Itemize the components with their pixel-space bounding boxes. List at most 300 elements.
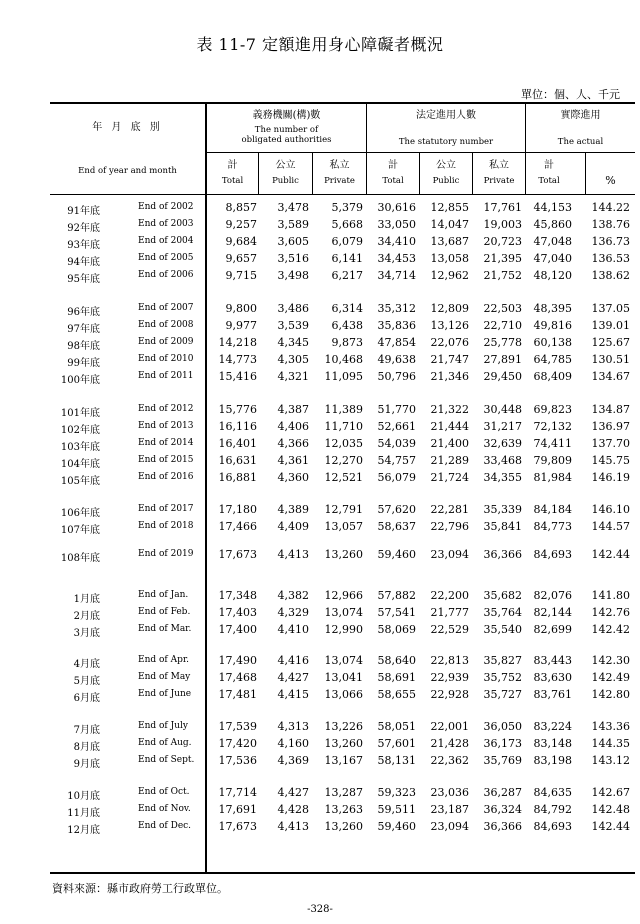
table-cell: 32,639 — [483, 436, 522, 450]
row-label-zh: 104年底 — [60, 458, 100, 470]
table-row — [50, 820, 635, 836]
row-label-en: End of Nov. — [138, 803, 191, 814]
table-cell: 14,218 — [218, 335, 257, 349]
table-cell: 146.19 — [591, 470, 630, 484]
table-cell: 13,057 — [324, 519, 363, 533]
table-cell: 52,661 — [377, 419, 416, 433]
table-cell: 23,094 — [430, 548, 469, 561]
table-row — [50, 737, 635, 753]
col-divider — [472, 152, 473, 194]
row-label-en: End of 2018 — [138, 520, 194, 531]
group3-header-zh: 實際進用 — [560, 110, 601, 121]
table-cell: 6,141 — [331, 251, 363, 265]
table-cell: 12,962 — [430, 268, 469, 282]
table-cell: 4,382 — [277, 589, 309, 602]
group1-header-en: obligated authorities — [241, 135, 332, 145]
row-label-zh: 101年底 — [60, 408, 100, 419]
table-cell: 3,498 — [277, 268, 309, 282]
table-cell: 29,450 — [483, 369, 522, 383]
table-cell: 81,984 — [533, 470, 572, 484]
table-cell: 58,069 — [377, 622, 416, 636]
table-cell: 142.30 — [591, 654, 630, 667]
table-cell: 17,481 — [218, 687, 257, 701]
table-cell: 142.42 — [591, 622, 630, 636]
row-label-zh: 94年底 — [67, 256, 100, 268]
table-row — [50, 623, 635, 639]
table-cell: 22,076 — [430, 335, 469, 349]
row-label-en: End of 2011 — [138, 370, 194, 381]
table-cell: 35,769 — [483, 753, 522, 767]
table-row — [50, 269, 635, 285]
table-cell: 21,322 — [430, 403, 469, 416]
row-label-zh: 6月底 — [73, 692, 100, 704]
row-label-zh: 108年底 — [60, 553, 100, 564]
table-cell: 17,420 — [218, 736, 257, 750]
table-cell: 22,503 — [483, 302, 522, 315]
table-row — [50, 420, 635, 436]
table-cell: 12,521 — [324, 470, 363, 484]
table-cell: 59,460 — [377, 819, 416, 833]
table-cell: 83,224 — [533, 720, 572, 733]
table-cell: 21,428 — [430, 736, 469, 750]
table-row — [50, 336, 635, 352]
group2-header-zh: 法定進用人數 — [416, 110, 476, 121]
row-label-en: End of Sept. — [138, 754, 195, 765]
table-row — [50, 503, 635, 519]
table-cell: 4,345 — [277, 335, 309, 349]
table-cell: 47,040 — [533, 251, 572, 265]
table-cell: 13,167 — [324, 753, 363, 767]
table-cell: 84,635 — [533, 786, 572, 799]
page-title: 表 11-7 定額進用身心障礙者概況 — [196, 35, 444, 54]
table-cell: 5,668 — [331, 217, 363, 231]
table-row — [50, 370, 635, 386]
table-row — [50, 471, 635, 487]
table-cell: 4,329 — [277, 605, 309, 619]
table-cell: 22,362 — [430, 753, 469, 767]
col-divider — [258, 152, 259, 194]
table-cell: 12,855 — [430, 201, 469, 214]
table-cell: 6,217 — [331, 268, 363, 282]
table-cell: 143.12 — [591, 753, 630, 767]
table-cell: 143.36 — [591, 720, 630, 733]
table-cell: 22,939 — [430, 670, 469, 684]
table-cell: 35,836 — [377, 318, 416, 332]
table-cell: 64,785 — [533, 352, 572, 366]
table-cell: 36,324 — [483, 802, 522, 816]
bottom-rule — [50, 872, 635, 874]
row-label-en: End of 2017 — [138, 504, 194, 514]
table-cell: 54,039 — [377, 436, 416, 450]
table-cell: 17,403 — [218, 605, 257, 619]
row-label-en: End of Feb. — [138, 606, 191, 617]
table-cell: 145.75 — [591, 453, 630, 467]
table-cell: 17,691 — [218, 802, 257, 816]
table-cell: 4,406 — [277, 419, 309, 433]
table-row — [50, 235, 635, 251]
table-cell: 57,601 — [377, 736, 416, 750]
table-cell: 13,074 — [324, 654, 363, 667]
table-cell: 68,409 — [533, 369, 572, 383]
table-cell: 9,715 — [225, 268, 257, 282]
table-cell: 13,263 — [324, 802, 363, 816]
table-cell: 138.62 — [591, 268, 630, 282]
row-label-en: End of 2002 — [138, 202, 194, 212]
table-cell: 57,541 — [377, 605, 416, 619]
table-cell: 6,079 — [331, 234, 363, 248]
table-cell: 79,809 — [533, 453, 572, 467]
table-cell: 6,314 — [331, 302, 363, 315]
row-label-zh: 105年底 — [60, 475, 100, 487]
table-cell: 59,323 — [377, 786, 416, 799]
table-cell: 59,511 — [377, 802, 416, 816]
table-cell: 44,153 — [533, 201, 572, 214]
table-cell: 35,827 — [483, 654, 522, 667]
row-label-zh: 91年底 — [67, 206, 100, 217]
table-cell: 17,539 — [218, 720, 257, 733]
table-cell: 34,714 — [377, 268, 416, 282]
table-cell: 130.51 — [591, 352, 630, 366]
table-cell: 82,144 — [533, 605, 572, 619]
table-cell: 23,187 — [430, 802, 469, 816]
source-note: 資料來源：縣市政府勞工行政單位。 — [52, 882, 228, 895]
table-cell: 4,427 — [277, 786, 309, 799]
row-label-zh: 97年底 — [67, 323, 100, 335]
table-cell: 58,655 — [377, 687, 416, 701]
table-cell: 15,776 — [218, 403, 257, 416]
col-public-en: Public — [432, 176, 460, 186]
table-cell: 3,516 — [277, 251, 309, 265]
table-cell: 4,413 — [277, 819, 309, 833]
table-cell: 30,616 — [377, 201, 416, 214]
row-label-en: End of 2007 — [138, 303, 194, 313]
table-cell: 141.80 — [591, 589, 630, 602]
table-row — [50, 252, 635, 268]
table-cell: 48,395 — [533, 302, 572, 315]
table-cell: 13,687 — [430, 234, 469, 248]
col-public-zh: 公立 — [275, 160, 296, 171]
row-label-zh: 2月底 — [73, 610, 100, 622]
table-cell: 9,977 — [225, 318, 257, 332]
table-cell: 84,184 — [533, 503, 572, 516]
table-cell: 17,348 — [218, 589, 257, 602]
table-cell: 12,035 — [324, 436, 363, 450]
unit-label: 單位：個、人、千元 — [521, 88, 620, 101]
table-cell: 49,638 — [377, 352, 416, 366]
table-cell: 33,468 — [483, 453, 522, 467]
table-cell: 12,270 — [324, 453, 363, 467]
table-cell: 142.44 — [591, 548, 630, 561]
table-cell: 49,816 — [533, 318, 572, 332]
col-total-zh: 計 — [544, 160, 554, 171]
table-cell: 15,416 — [218, 369, 257, 383]
table-cell: 144.22 — [591, 201, 630, 214]
table-cell: 9,657 — [225, 251, 257, 265]
table-cell: 4,427 — [277, 670, 309, 684]
table-cell: 13,260 — [324, 736, 363, 750]
row-label-en: End of Apr. — [138, 655, 190, 665]
table-cell: 35,339 — [483, 503, 522, 516]
table-row — [50, 520, 635, 536]
table-cell: 4,415 — [277, 687, 309, 701]
table-cell: 34,410 — [377, 234, 416, 248]
table-cell: 146.10 — [591, 503, 630, 516]
table-row — [50, 437, 635, 453]
table-cell: 22,796 — [430, 519, 469, 533]
stub-header-en: End of year and month — [78, 166, 177, 176]
table-cell: 17,180 — [218, 503, 257, 516]
table-cell: 57,882 — [377, 589, 416, 602]
table-cell: 3,605 — [277, 234, 309, 248]
table-cell: 125.67 — [591, 335, 630, 349]
group1-header-zh: 義務機關(構)數 — [252, 110, 321, 121]
table-cell: 69,823 — [533, 403, 572, 416]
col-pct: % — [605, 174, 616, 187]
table-cell: 142.44 — [591, 819, 630, 833]
table-cell: 58,051 — [377, 720, 416, 733]
table-cell: 21,777 — [430, 605, 469, 619]
row-label-zh: 7月底 — [73, 725, 100, 736]
table-cell: 27,891 — [483, 352, 522, 366]
table-cell: 22,001 — [430, 720, 469, 733]
row-label-zh: 95年底 — [67, 273, 100, 285]
table-cell: 22,281 — [430, 503, 469, 516]
table-cell: 82,076 — [533, 589, 572, 602]
header-bottom-rule — [50, 194, 635, 195]
table-cell: 17,400 — [218, 622, 257, 636]
top-rule — [50, 102, 635, 104]
table-cell: 35,312 — [377, 302, 416, 315]
row-label-zh: 12月底 — [67, 824, 100, 836]
col-private-zh: 私立 — [489, 160, 509, 171]
table-cell: 84,773 — [533, 519, 572, 533]
table-row — [50, 454, 635, 470]
table-cell: 22,529 — [430, 622, 469, 636]
table-cell: 50,796 — [377, 369, 416, 383]
table-cell: 142.48 — [591, 802, 630, 816]
table-cell: 3,589 — [277, 217, 309, 231]
table-cell: 21,444 — [430, 419, 469, 433]
table-cell: 74,411 — [533, 436, 572, 450]
row-label-zh: 9月底 — [73, 758, 100, 770]
table-cell: 138.76 — [591, 217, 630, 231]
table-cell: 35,841 — [483, 519, 522, 533]
table-cell: 12,990 — [324, 622, 363, 636]
table-cell: 58,640 — [377, 654, 416, 667]
row-label-zh: 5月底 — [73, 675, 100, 687]
table-cell: 83,443 — [533, 654, 572, 667]
table-cell: 16,631 — [218, 453, 257, 467]
col-divider — [419, 152, 420, 194]
table-cell: 4,416 — [277, 654, 309, 667]
table-cell: 47,048 — [533, 234, 572, 248]
row-label-en: End of 2013 — [138, 420, 194, 431]
table-cell: 136.97 — [591, 419, 630, 433]
table-cell: 36,050 — [483, 720, 522, 733]
table-cell: 3,486 — [277, 302, 309, 315]
table-cell: 11,389 — [324, 403, 363, 416]
table-cell: 16,401 — [218, 436, 257, 450]
stub-header-zh: 年 月 底 別 — [92, 122, 163, 133]
table-cell: 54,757 — [377, 453, 416, 467]
table-cell: 6,438 — [331, 318, 363, 332]
row-label-zh: 8月底 — [73, 741, 100, 753]
table-cell: 84,792 — [533, 802, 572, 816]
table-row — [50, 654, 635, 670]
table-cell: 134.67 — [591, 369, 630, 383]
table-cell: 13,066 — [324, 687, 363, 701]
table-cell: 4,389 — [277, 503, 309, 516]
row-label-en: End of 2004 — [138, 235, 194, 246]
table-cell: 4,413 — [277, 548, 309, 561]
table-cell: 11,095 — [324, 369, 363, 383]
row-label-zh: 96年底 — [67, 307, 100, 318]
row-label-zh: 1月底 — [73, 594, 100, 605]
row-label-en: End of Oct. — [138, 787, 190, 797]
page-number: -328- — [307, 904, 333, 915]
table-row — [50, 403, 635, 419]
group1-header-en: The number of — [254, 125, 319, 135]
table-cell: 30,448 — [483, 403, 522, 416]
table-cell: 136.53 — [591, 251, 630, 265]
row-label-zh: 10月底 — [67, 791, 100, 802]
table-row — [50, 302, 635, 318]
table-cell: 83,761 — [533, 687, 572, 701]
table-cell: 58,691 — [377, 670, 416, 684]
table-cell: 17,490 — [218, 654, 257, 667]
table-cell: 83,148 — [533, 736, 572, 750]
table-cell: 142.67 — [591, 786, 630, 799]
table-cell: 21,747 — [430, 352, 469, 366]
col-divider — [585, 152, 586, 194]
table-cell: 47,854 — [377, 335, 416, 349]
col-total-en: Total — [538, 176, 560, 186]
group2-header-en: The statutory number — [398, 137, 494, 147]
row-label-zh: 99年底 — [67, 357, 100, 369]
table-cell: 12,791 — [324, 503, 363, 516]
col-total-en: Total — [221, 176, 244, 186]
row-label-zh: 102年底 — [60, 424, 100, 436]
row-label-en: End of 2012 — [138, 404, 194, 414]
row-label-en: End of 2019 — [138, 549, 194, 559]
col-total-zh: 計 — [227, 160, 238, 171]
table-cell: 13,226 — [324, 720, 363, 733]
row-label-en: End of 2006 — [138, 269, 194, 280]
table-cell: 20,723 — [483, 234, 522, 248]
table-cell: 82,699 — [533, 622, 572, 636]
table-row — [50, 803, 635, 819]
table-cell: 8,857 — [225, 201, 257, 214]
table-row — [50, 319, 635, 335]
col-private-en: Private — [483, 176, 515, 186]
row-label-en: End of Mar. — [138, 623, 192, 634]
row-label-en: End of Jan. — [138, 590, 189, 600]
table-cell: 9,873 — [331, 335, 363, 349]
row-label-en: End of 2010 — [138, 353, 194, 364]
table-cell: 137.05 — [591, 302, 630, 315]
table-cell: 22,928 — [430, 687, 469, 701]
table-cell: 136.73 — [591, 234, 630, 248]
row-label-en: End of July — [138, 721, 188, 731]
table-cell: 35,764 — [483, 605, 522, 619]
table-row — [50, 786, 635, 802]
row-label-zh: 92年底 — [67, 222, 100, 234]
row-label-en: End of May — [138, 671, 191, 682]
table-cell: 83,198 — [533, 753, 572, 767]
row-label-en: End of 2005 — [138, 252, 194, 263]
table-cell: 84,693 — [533, 819, 572, 833]
table-cell: 17,761 — [483, 201, 522, 214]
table-cell: 144.57 — [591, 519, 630, 533]
table-cell: 31,217 — [483, 419, 522, 433]
table-cell: 84,693 — [533, 548, 572, 561]
table-cell: 45,860 — [533, 217, 572, 231]
table-cell: 35,540 — [483, 622, 522, 636]
table-row — [50, 589, 635, 605]
row-label-zh: 98年底 — [67, 340, 100, 352]
row-label-en: End of 2014 — [138, 437, 194, 448]
table-cell: 11,710 — [324, 419, 363, 433]
table-cell: 4,428 — [277, 802, 309, 816]
col-private-zh: 私立 — [329, 160, 350, 171]
table-cell: 137.70 — [591, 436, 630, 450]
row-label-zh: 4月底 — [73, 659, 100, 670]
row-label-en: End of Dec. — [138, 820, 192, 831]
table-cell: 4,160 — [277, 736, 309, 750]
table-cell: 4,366 — [277, 436, 309, 450]
row-label-zh: 93年底 — [67, 239, 100, 251]
table-cell: 142.49 — [591, 670, 630, 684]
table-cell: 22,813 — [430, 654, 469, 667]
table-row — [50, 548, 635, 564]
table-cell: 17,714 — [218, 786, 257, 799]
table-cell: 4,321 — [277, 369, 309, 383]
table-cell: 36,366 — [483, 548, 522, 561]
table-row — [50, 754, 635, 770]
row-label-zh: 107年底 — [60, 524, 100, 536]
row-label-en: End of June — [138, 688, 192, 699]
table-cell: 57,620 — [377, 503, 416, 516]
table-cell: 13,260 — [324, 548, 363, 561]
table-cell: 13,074 — [324, 605, 363, 619]
table-cell: 12,966 — [324, 589, 363, 602]
table-cell: 14,773 — [218, 352, 257, 366]
table-cell: 5,379 — [331, 201, 363, 214]
table-row — [50, 606, 635, 622]
table-cell: 3,539 — [277, 318, 309, 332]
table-cell: 9,257 — [225, 217, 257, 231]
table-cell: 34,355 — [483, 470, 522, 484]
table-cell: 72,132 — [533, 419, 572, 433]
table-cell: 9,800 — [225, 302, 257, 315]
table-cell: 19,003 — [483, 217, 522, 231]
table-cell: 58,637 — [377, 519, 416, 533]
table-cell: 58,131 — [377, 753, 416, 767]
table-cell: 4,305 — [277, 352, 309, 366]
table-cell: 33,050 — [377, 217, 416, 231]
row-label-zh: 106年底 — [60, 508, 100, 519]
table-cell: 13,126 — [430, 318, 469, 332]
table-cell: 16,881 — [218, 470, 257, 484]
table-cell: 3,478 — [277, 201, 309, 214]
table-cell: 4,361 — [277, 453, 309, 467]
table-cell: 17,673 — [218, 548, 257, 561]
table-cell: 17,468 — [218, 670, 257, 684]
table-cell: 13,058 — [430, 251, 469, 265]
col-total-zh: 計 — [388, 160, 398, 171]
table-cell: 12,809 — [430, 302, 469, 315]
row-label-zh: 11月底 — [67, 807, 100, 819]
